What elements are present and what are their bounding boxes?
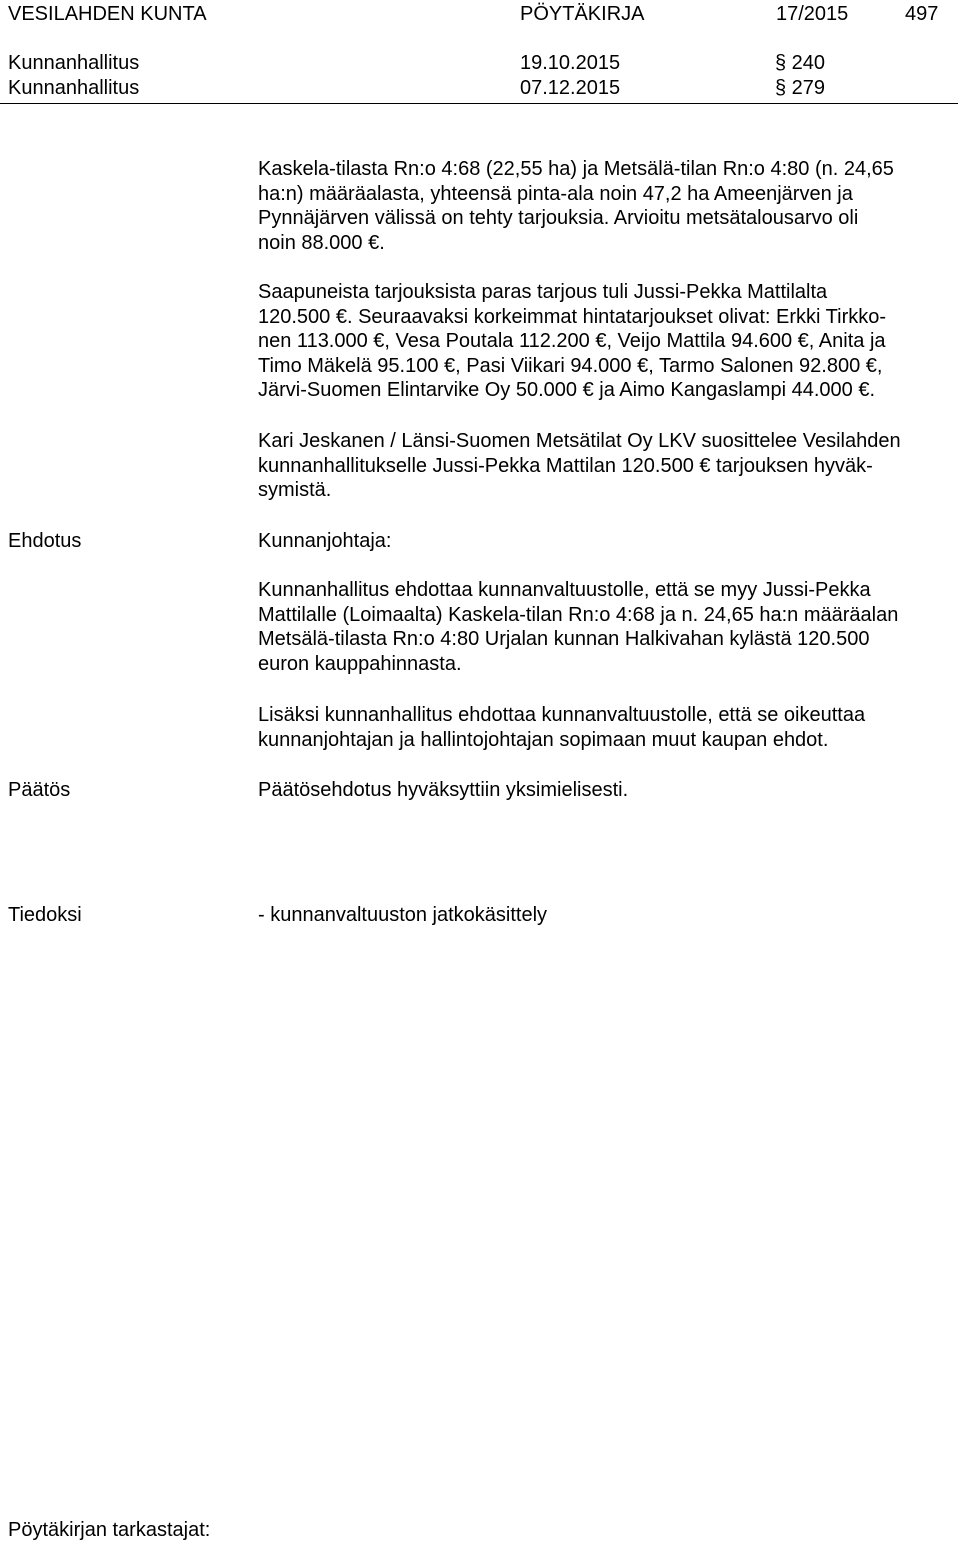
document-type: PÖYTÄKIRJA xyxy=(520,3,645,25)
text-line: Metsälä-tilasta Rn:o 4:80 Urjalan kunnan Halkivahan kylästä 120.500 xyxy=(258,628,870,651)
header-divider xyxy=(0,103,958,104)
label-proposal: Ehdotus xyxy=(8,530,82,552)
reference-body: Kunnanhallitus xyxy=(8,52,140,74)
text-line: Kaskela-tilasta Rn:o 4:68 (22,55 ha) ja Metsälä-tilan Rn:o 4:80 (n. 24,65 xyxy=(258,158,894,180)
document-number: 17/2015 xyxy=(776,3,849,25)
text-line: Kari Jeskanen / Länsi-Suomen Metsätilat Oy LKV suosittelee Vesilahden xyxy=(258,430,901,452)
reference-date: 07.12.2015 xyxy=(520,77,621,99)
paragraph-recommendation xyxy=(258,429,958,503)
paragraph-offers xyxy=(258,157,958,255)
text-line: kunnanjohtajan ja hallintojohtajan sopimaan muut kaupan ehdot. xyxy=(258,728,829,751)
text-line: Mattilalle (Loimaalta) Kaskela-tilan Rn:o 4:68 ja n. 24,65 ha:n määräalan xyxy=(258,603,899,626)
text-line: Kunnanhallitus ehdottaa kunnanvaltuustolle, että se myy Jussi-Pekka xyxy=(258,579,871,601)
reference-section: § 279 xyxy=(775,77,826,99)
text-line: euron kauppahinnasta. xyxy=(258,652,462,675)
text-line: Järvi-Suomen Elintarvike Oy 50.000 € ja Aimo Kangaslampi 44.000 €. xyxy=(258,379,876,402)
text-line: symistä. xyxy=(258,479,332,502)
paragraph-proposal xyxy=(258,578,958,676)
reference-date: 19.10.2015 xyxy=(520,52,621,74)
organization-name: VESILAHDEN KUNTA xyxy=(8,3,207,25)
reference-section: § 240 xyxy=(775,52,826,74)
proposal-author: Kunnanjohtaja: xyxy=(258,530,392,552)
label-reviewers: Pöytäkirjan tarkastajat: xyxy=(8,1519,211,1541)
text-line: kunnanhallitukselle Jussi-Pekka Mattilan 120.500 € tarjouksen hyväk- xyxy=(258,454,873,477)
text-line: Timo Mäkelä 95.100 €, Pasi Viikari 94.000 €, Tarmo Salonen 92.800 €, xyxy=(258,354,883,377)
text-line: noin 88.000 €. xyxy=(258,231,385,254)
label-info: Tiedoksi xyxy=(8,904,82,926)
text-line: nen 113.000 €, Vesa Poutala 112.200 €, Veijo Mattila 94.600 €, Anita ja xyxy=(258,330,886,353)
reference-body: Kunnanhallitus xyxy=(8,77,140,99)
info-text: - kunnanvaltuuston jatkokäsittely xyxy=(258,904,548,926)
text-line: Pynnäjärven välissä on tehty tarjouksia. Arvioitu metsätalousarvo oli xyxy=(258,207,859,230)
decision-text: Päätösehdotus hyväksyttiin yksimielisesti. xyxy=(258,779,629,801)
label-decision: Päätös xyxy=(8,779,71,801)
text-line: Saapuneista tarjouksista paras tarjous tuli Jussi-Pekka Mattilalta xyxy=(258,281,828,303)
text-line: Lisäksi kunnanhallitus ehdottaa kunnanvaltuustolle, että se oikeuttaa xyxy=(258,704,866,726)
text-line: ha:n) määräalasta, yhteensä pinta-ala noin 47,2 ha Ameenjärven ja xyxy=(258,182,853,205)
page-number: 497 xyxy=(905,3,939,25)
paragraph-authorization xyxy=(258,703,958,752)
paragraph-bids xyxy=(258,280,958,403)
text-line: 120.500 €. Seuraavaksi korkeimmat hintatarjoukset olivat: Erkki Tirkko- xyxy=(258,305,887,328)
